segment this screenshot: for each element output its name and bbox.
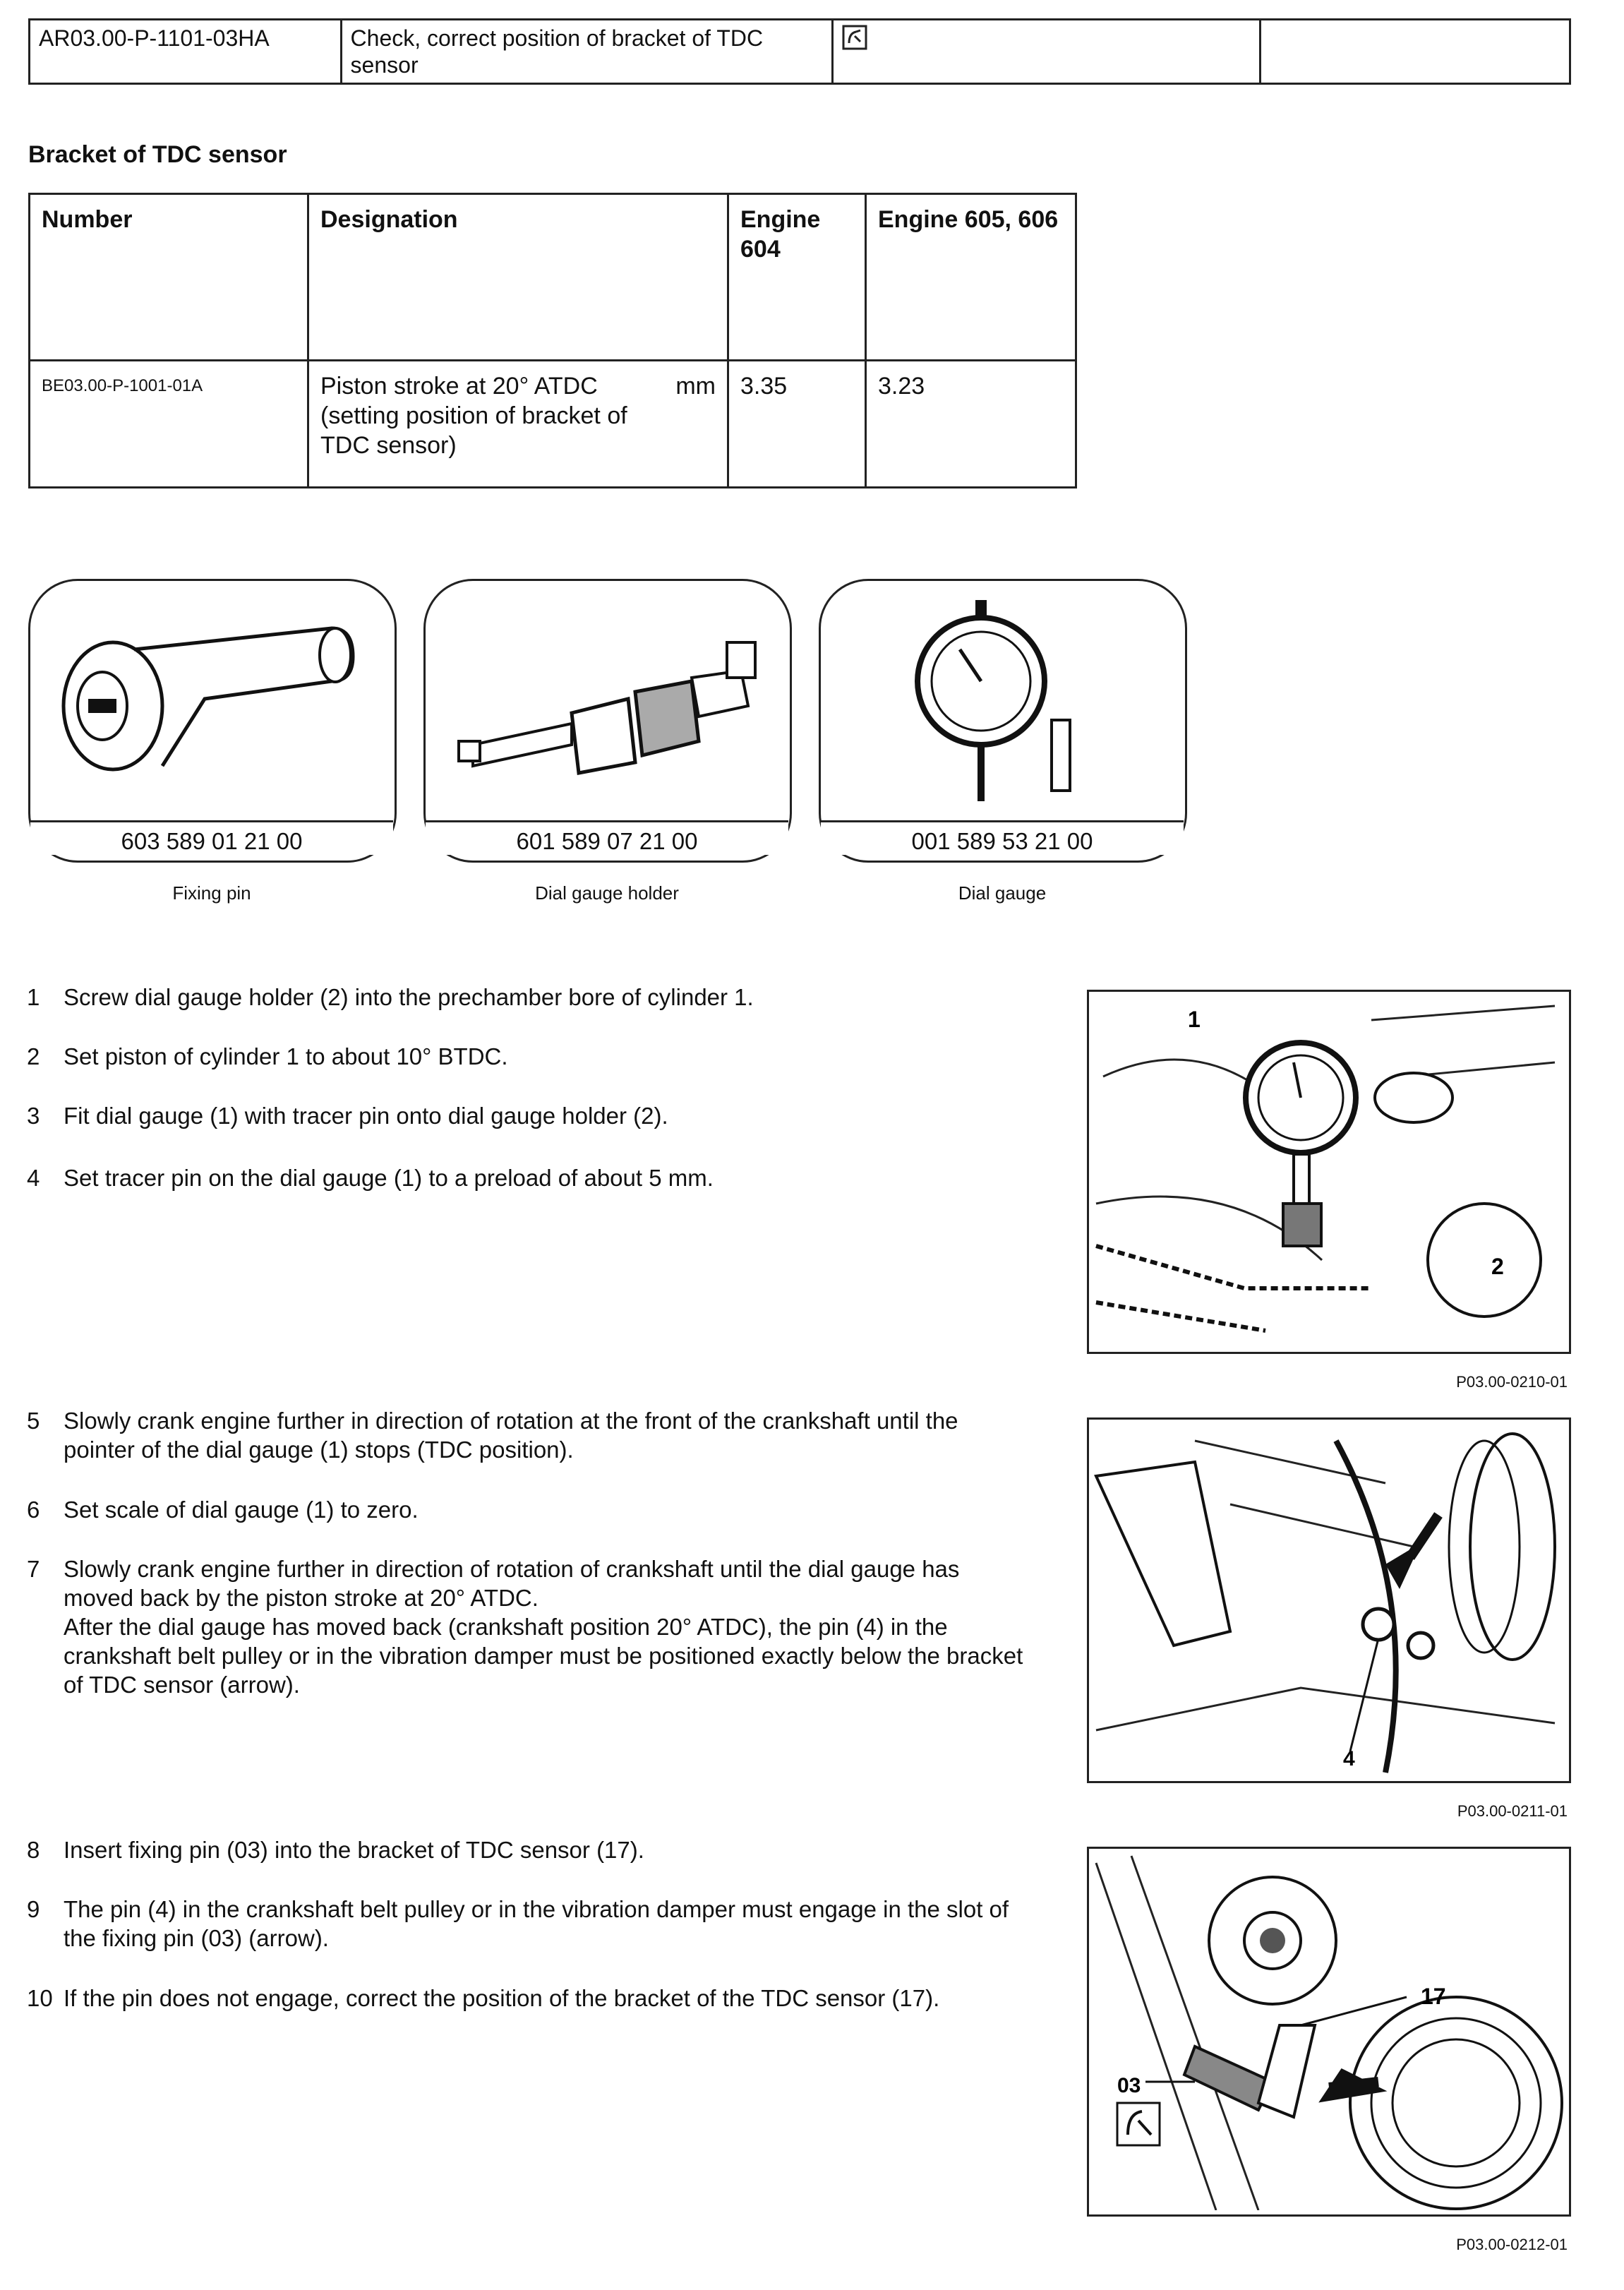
tool-dial-gauge-holder xyxy=(423,579,790,861)
tool-caption: Dial gauge xyxy=(958,882,1047,904)
figure-label: 4 xyxy=(1343,1747,1355,1770)
header-icon-cell xyxy=(832,20,1260,84)
document-title: Check, correct position of bracket of TDC sensor xyxy=(341,20,832,84)
figure-fixing-pin-insert xyxy=(1087,1847,1571,2217)
tool-number: 001 589 53 21 00 xyxy=(821,820,1184,855)
figure-id: P03.00-0212-01 xyxy=(1456,2236,1568,2253)
tool-caption: Fixing pin xyxy=(172,882,251,904)
header-empty-cell xyxy=(1261,20,1570,84)
figure-id: P03.00-0210-01 xyxy=(1456,1373,1568,1391)
col-number: Number xyxy=(30,194,308,361)
figure-label: 2 xyxy=(1491,1254,1504,1279)
figure-label: 1 xyxy=(1188,1007,1201,1032)
tool-number: 603 589 01 21 00 xyxy=(30,820,393,855)
engine-dial-gauge-illustration xyxy=(1089,992,1565,1348)
tool-number: 601 589 07 21 00 xyxy=(426,820,788,855)
section-title: Bracket of TDC sensor xyxy=(28,141,287,168)
fixing-pin-illustration xyxy=(1089,1849,1565,2210)
tool-dial-gauge xyxy=(819,579,1186,861)
figure-id: P03.00-0211-01 xyxy=(1457,1802,1568,1820)
figure-label: 03 xyxy=(1117,2074,1141,2097)
step-9: 9 The pin (4) in the crankshaft belt pulley or in the vibration damper must engage in the slot of the fixing pin (03) (arrow). xyxy=(27,1896,1009,1951)
table-row xyxy=(30,361,1076,488)
figure-pin-position xyxy=(1087,1417,1571,1783)
cell-engine-604: 3.35 xyxy=(728,361,866,488)
cell-number: BE03.00-P-1001-01A xyxy=(30,361,308,488)
designation-text: Piston stroke at 20° ATDC (setting position of bracket of TDC sensor) xyxy=(320,373,627,459)
step-10: 10 If the pin does not engage, correct the position of the bracket of the TDC sensor (17). xyxy=(27,1985,940,2011)
col-engine-605-606: Engine 605, 606 xyxy=(866,194,1076,361)
tool-fixing-pin xyxy=(28,579,395,861)
figure-dial-gauge-install xyxy=(1087,990,1571,1354)
step-1: 1 Screw dial gauge holder (2) into the prechamber bore of cylinder 1. xyxy=(27,984,754,1010)
dial-gauge-holder-icon xyxy=(445,600,769,812)
cell-designation xyxy=(308,361,728,488)
step-8: 8 Insert fixing pin (03) into the bracket of TDC sensor (17). xyxy=(27,1837,644,1863)
document-code: AR03.00-P-1101-03HA xyxy=(30,20,342,84)
fixing-pin-icon xyxy=(49,600,374,812)
col-engine-604: Engine 604 xyxy=(728,194,866,361)
step-7: 7 Slowly crank engine further in direction of rotation of crankshaft until the dial gauge has moved back by the piston stroke at 20° ATDC. After the dial gauge has moved back (crankshaft position 20° ATDC), the pin (4) in the crankshaft belt pulley or in the vibration damper must be positioned exactly below the bracket of TDC sensor (arrow). xyxy=(27,1554,1029,1699)
figure-label: 17 xyxy=(1421,1984,1446,2009)
step-6: 6 Set scale of dial gauge (1) to zero. xyxy=(27,1497,419,1523)
spec-table xyxy=(28,193,1077,488)
document-header xyxy=(28,18,1571,85)
dial-gauge-icon xyxy=(840,600,1165,812)
col-designation: Designation xyxy=(308,194,728,361)
unit: mm xyxy=(675,373,716,400)
step-4: 4 Set tracer pin on the dial gauge (1) to a preload of about 5 mm. xyxy=(27,1165,714,1191)
step-3: 3 Fit dial gauge (1) with tracer pin onto dial gauge holder (2). xyxy=(27,1103,668,1129)
step-7-note: After the dial gauge has moved back (crankshaft position 20° ATDC), the pin (4) in the crankshaft belt pulley or in the vibration damper must be positioned exactly below the bracket of TDC sensor (arrow). xyxy=(64,1614,1023,1698)
cell-engine-605-606: 3.23 xyxy=(866,361,1076,488)
special-tool-icon xyxy=(842,25,867,50)
step-2: 2 Set piston of cylinder 1 to about 10° BTDC. xyxy=(27,1043,508,1069)
pulley-pin-illustration xyxy=(1089,1420,1565,1777)
step-5: 5 Slowly crank engine further in direction of rotation at the front of the crankshaft until the pointer of the dial gauge (1) stops (TDC position). xyxy=(27,1408,958,1463)
tool-caption: Dial gauge holder xyxy=(535,882,679,904)
